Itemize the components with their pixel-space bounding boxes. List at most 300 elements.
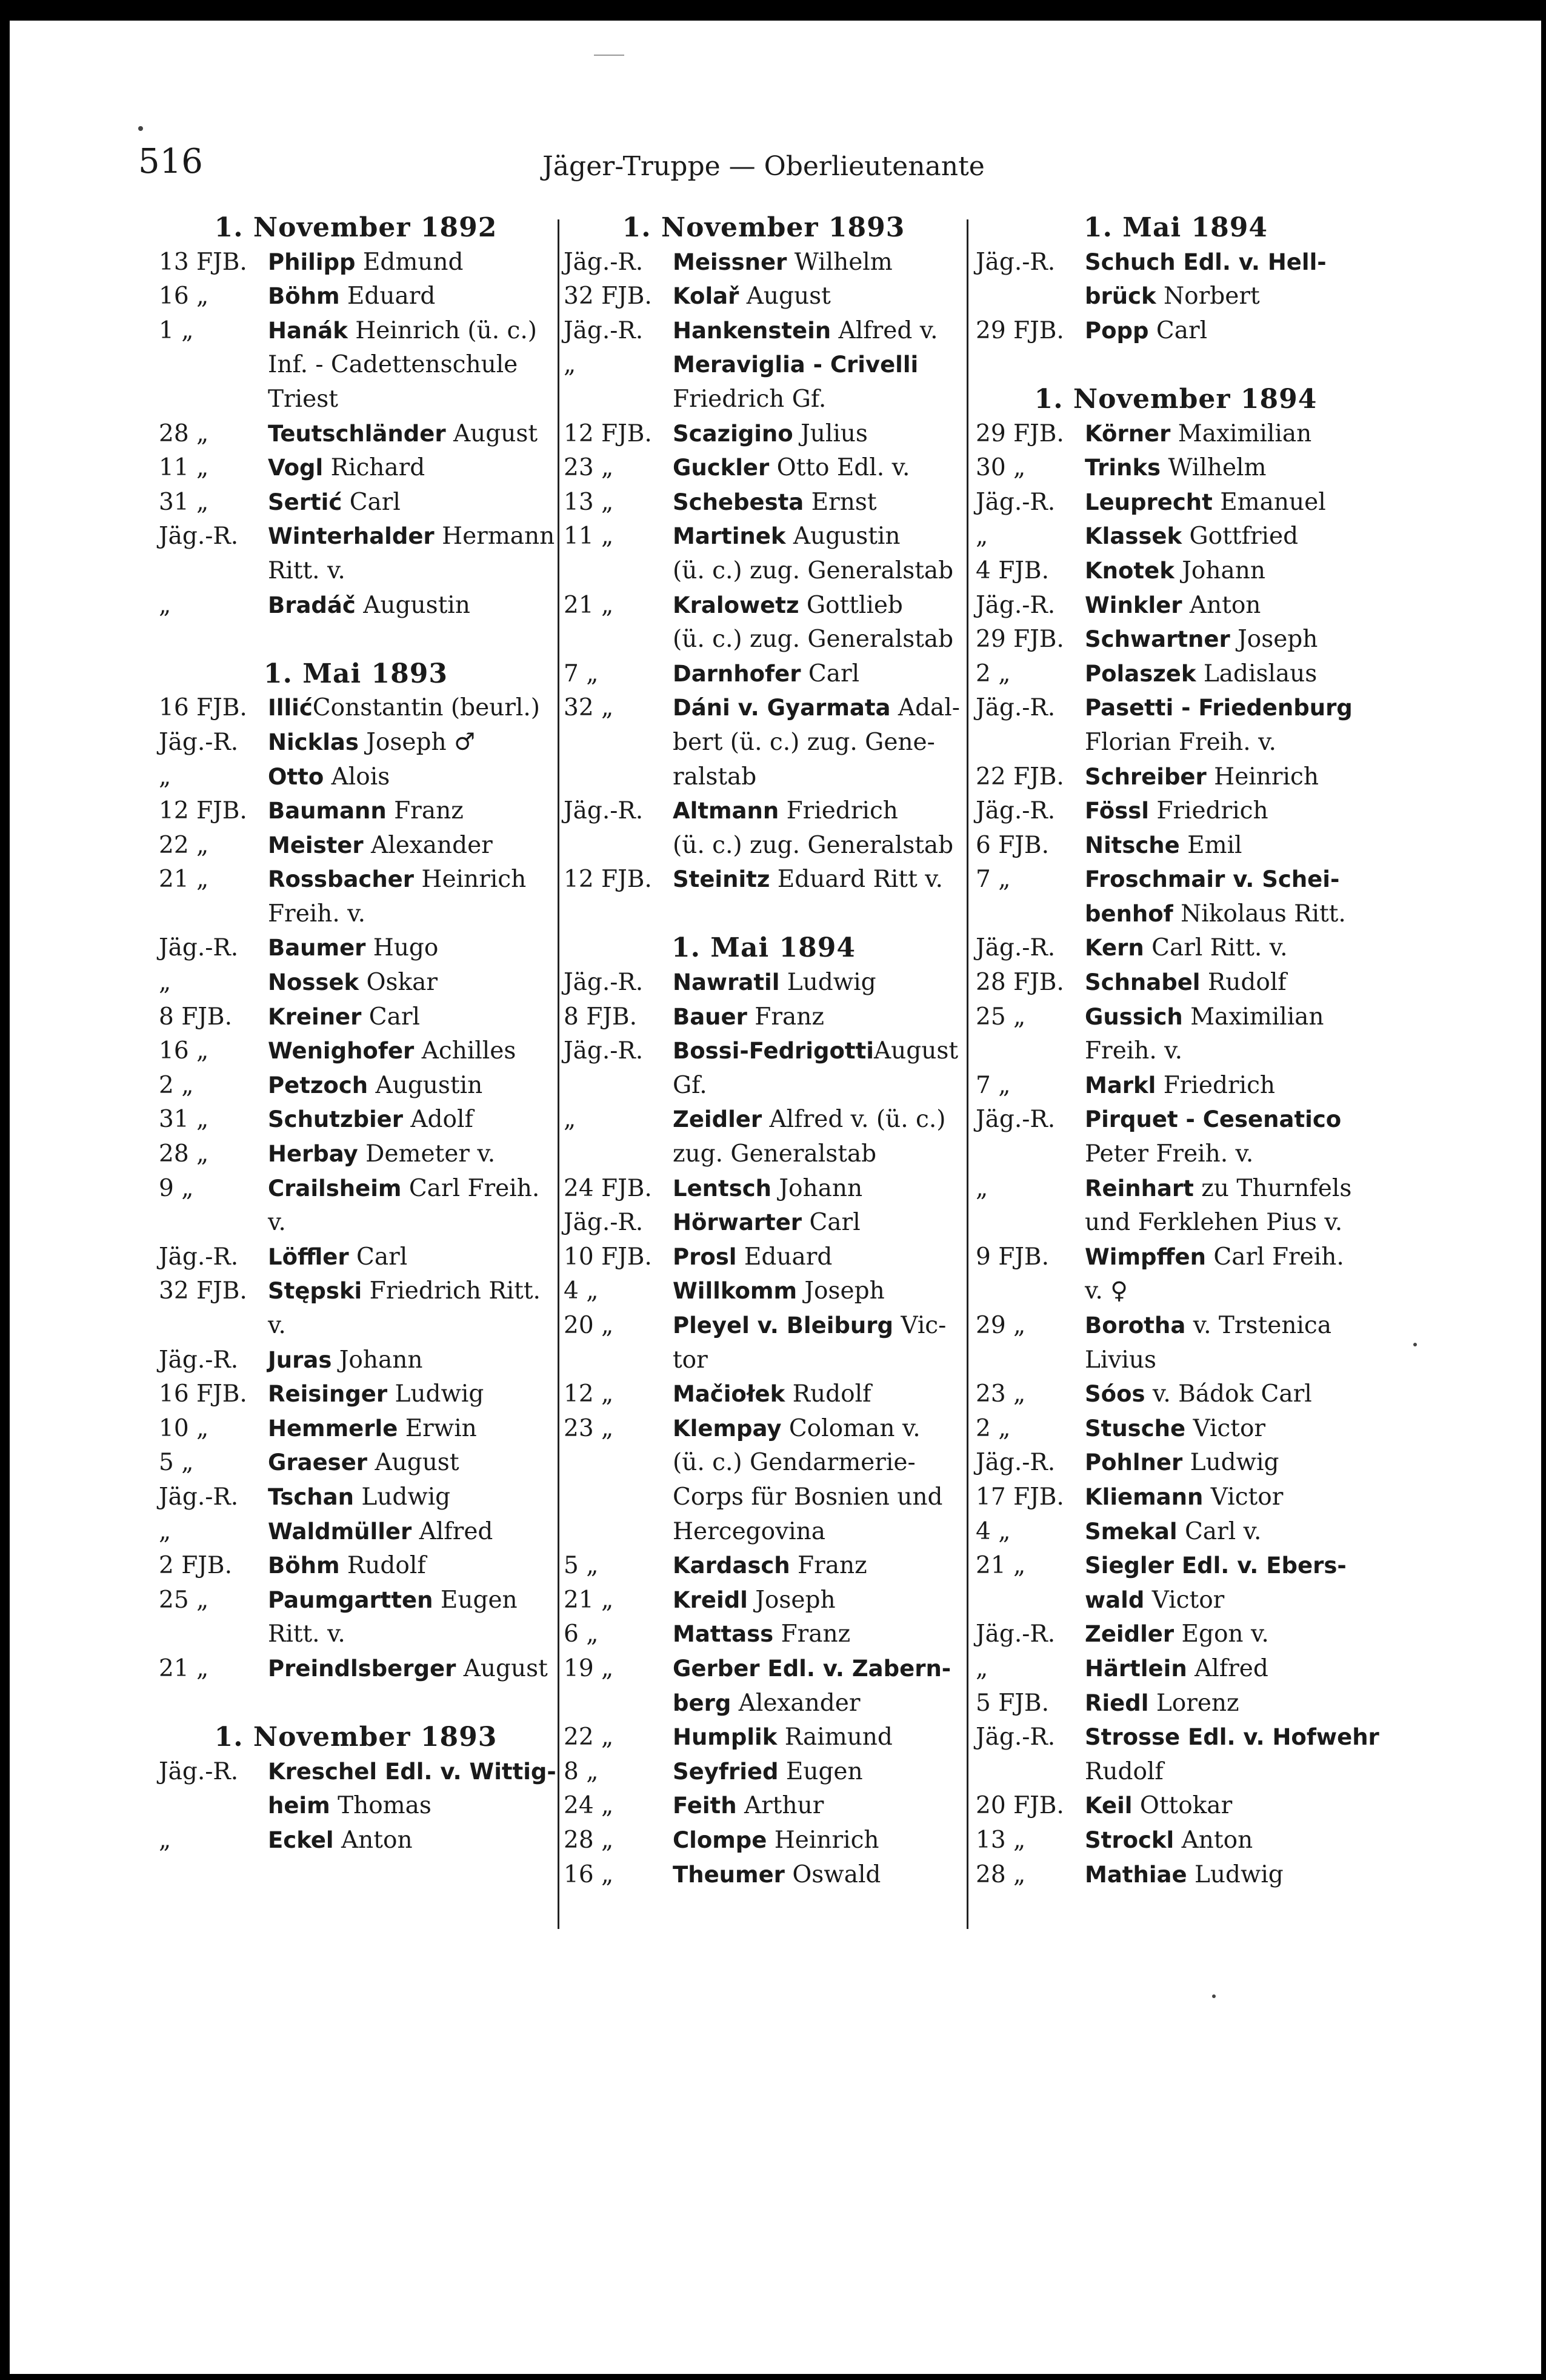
unit-label: 2 FJB. bbox=[159, 1552, 232, 1580]
column-divider bbox=[967, 219, 968, 1929]
section-heading: 1. Mai 1894 bbox=[1084, 212, 1268, 243]
unit-label: 2 „ bbox=[976, 1414, 1011, 1442]
surname: Kardasch bbox=[673, 1553, 790, 1579]
unit-label: 7 „ bbox=[976, 1071, 1011, 1099]
surname: Winterhalder bbox=[268, 523, 435, 550]
roster-entry bbox=[976, 1686, 1376, 1721]
surname: Härtlein bbox=[1085, 1655, 1187, 1682]
unit-label bbox=[564, 623, 673, 657]
unit-label: 11 „ bbox=[159, 454, 209, 482]
unit-label: 8 „ bbox=[564, 1757, 599, 1785]
unit-label: „ bbox=[159, 969, 172, 997]
entry-name bbox=[673, 1789, 964, 1823]
unit-label: 21 „ bbox=[564, 591, 614, 619]
given-name: Adal- bbox=[890, 694, 960, 722]
entry-name bbox=[1085, 691, 1376, 726]
surname: Stusche bbox=[1085, 1415, 1186, 1442]
unit-label: 23 „ bbox=[564, 454, 614, 482]
surname: Philipp bbox=[268, 249, 356, 275]
given-name: Thomas bbox=[330, 1792, 431, 1820]
unit-label: Jäg.-R. bbox=[976, 797, 1056, 825]
entry-name bbox=[1085, 1206, 1376, 1240]
roster-entry bbox=[976, 1206, 1376, 1240]
given-name: Vic- bbox=[893, 1312, 947, 1339]
scan-speck bbox=[1413, 1343, 1417, 1346]
roster-entry bbox=[159, 1206, 553, 1240]
entry-name bbox=[268, 1652, 553, 1686]
roster-entry bbox=[159, 863, 553, 897]
unit-label: Jäg.-R. bbox=[564, 969, 644, 997]
unit-label bbox=[976, 1343, 1085, 1378]
entry-name bbox=[673, 589, 964, 623]
unit-label: 20 FJB. bbox=[976, 1792, 1064, 1820]
surname: Nitsche bbox=[1085, 832, 1180, 858]
surname: Martinek bbox=[673, 523, 786, 550]
roster-entry bbox=[564, 1858, 964, 1893]
surname: Stępski bbox=[268, 1278, 362, 1305]
unit-label: 21 „ bbox=[976, 1552, 1026, 1580]
roster-entry bbox=[976, 1617, 1376, 1652]
roster-entry bbox=[976, 931, 1376, 966]
surname: Markl bbox=[1085, 1072, 1156, 1098]
given-name: Carl Freih. bbox=[401, 1174, 540, 1202]
roster-entry bbox=[159, 1755, 556, 1790]
given-name: Maximilian bbox=[1170, 420, 1312, 447]
surname: Herbay bbox=[268, 1141, 358, 1168]
entry-name bbox=[268, 383, 553, 417]
roster-entry bbox=[159, 1446, 553, 1480]
roster-entry bbox=[564, 1823, 964, 1858]
surname: Reinhart bbox=[1085, 1175, 1194, 1202]
entry-name bbox=[1085, 1069, 1376, 1103]
roster-entry bbox=[564, 486, 964, 520]
entry-name bbox=[268, 1000, 553, 1035]
surname: Clompe bbox=[673, 1827, 767, 1853]
roster-entry bbox=[564, 794, 964, 829]
given-name: Raimund bbox=[777, 1723, 893, 1751]
entry-name bbox=[673, 1069, 964, 1103]
surname: Löffler bbox=[268, 1243, 349, 1270]
surname: Pleyel v. Bleiburg bbox=[673, 1312, 893, 1339]
surname: Preindlsberger bbox=[268, 1655, 456, 1682]
unit-label: 30 „ bbox=[976, 454, 1026, 482]
given-name: Franz bbox=[386, 797, 464, 825]
unit-label: 32 FJB. bbox=[564, 282, 652, 310]
unit-label: 9 FJB. bbox=[976, 1243, 1049, 1271]
roster-entry bbox=[976, 863, 1376, 897]
unit-label: 7 „ bbox=[976, 866, 1011, 894]
unit-label: 29 FJB. bbox=[976, 420, 1064, 447]
unit-label: 13 „ bbox=[976, 1826, 1026, 1854]
roster-entry bbox=[159, 1583, 553, 1618]
roster-entry bbox=[976, 314, 1376, 349]
roster-entry bbox=[564, 417, 964, 452]
roster-entry bbox=[976, 726, 1376, 760]
surname: brück bbox=[1085, 283, 1156, 310]
unit-label bbox=[159, 1617, 268, 1652]
entry-name bbox=[1085, 1000, 1376, 1035]
entry-name bbox=[1085, 794, 1376, 829]
unit-label bbox=[976, 897, 1085, 932]
unit-label: Jäg.-R. bbox=[564, 1037, 644, 1065]
roster-entry bbox=[564, 691, 964, 726]
surname: Theumer bbox=[673, 1861, 785, 1888]
given-name: Carl bbox=[348, 1243, 408, 1271]
unit-label: 25 „ bbox=[976, 1003, 1026, 1031]
roster-entry bbox=[976, 520, 1376, 554]
roster-entry bbox=[564, 623, 964, 657]
roster-entry bbox=[564, 1069, 964, 1103]
roster-entry bbox=[159, 1309, 553, 1343]
entry-name bbox=[1085, 1858, 1376, 1893]
roster-entry bbox=[564, 1377, 964, 1412]
roster-entry bbox=[159, 1515, 553, 1549]
roster-entry bbox=[976, 486, 1376, 520]
surname: Pohlner bbox=[1085, 1449, 1183, 1476]
surname: Steinitz bbox=[673, 866, 770, 893]
unit-label: 5 FJB. bbox=[976, 1689, 1049, 1717]
surname: Böhm bbox=[268, 1553, 340, 1579]
surname: Kreiner bbox=[268, 1003, 362, 1030]
surname: Dáni v. Gyarmata bbox=[673, 695, 891, 721]
unit-label: 1 „ bbox=[159, 316, 194, 344]
given-name: Edmund bbox=[355, 248, 464, 276]
unit-label: Jäg.-R. bbox=[976, 248, 1056, 276]
entry-name bbox=[673, 657, 964, 692]
surname: Froschmair v. Schei- bbox=[1085, 866, 1340, 893]
entry-name bbox=[1085, 486, 1376, 520]
surname: Trinks bbox=[1085, 455, 1161, 481]
entry-name bbox=[1085, 966, 1376, 1000]
roster-entry bbox=[976, 1583, 1376, 1618]
unit-label: 24 FJB. bbox=[564, 1174, 652, 1202]
roster-entry bbox=[159, 520, 553, 554]
entry-name bbox=[268, 1172, 553, 1206]
given-name: Alois bbox=[324, 763, 390, 791]
entry-name bbox=[1085, 1240, 1376, 1275]
surname: Teutschländer bbox=[268, 420, 446, 447]
surname: Otto bbox=[268, 763, 324, 790]
entry-name bbox=[1085, 657, 1376, 692]
roster-entry bbox=[976, 246, 1376, 280]
roster-entry bbox=[564, 1515, 964, 1549]
given-name: Maximilian bbox=[1182, 1003, 1324, 1031]
unit-label: 22 „ bbox=[159, 831, 209, 859]
given-name: Johann bbox=[771, 1174, 863, 1202]
entry-name bbox=[1085, 417, 1376, 452]
given-name: Friedrich bbox=[1148, 797, 1268, 825]
unit-label: 21 „ bbox=[159, 866, 209, 894]
unit-label: Jäg.-R. bbox=[159, 523, 239, 550]
entry-name bbox=[673, 554, 964, 589]
entry-name bbox=[1085, 897, 1376, 932]
given-name: Carl Ritt. v. bbox=[1144, 934, 1288, 962]
given-name: Franz bbox=[773, 1620, 851, 1648]
scan-mark bbox=[594, 55, 624, 56]
unit-label: 24 „ bbox=[564, 1792, 614, 1820]
entry-name bbox=[673, 760, 964, 795]
entry-name bbox=[1085, 1446, 1376, 1480]
given-name: Achilles bbox=[414, 1037, 516, 1065]
entry-name bbox=[673, 1412, 964, 1446]
entry-name bbox=[673, 691, 964, 726]
surname: Prosl bbox=[673, 1243, 737, 1270]
entry-name bbox=[268, 1103, 553, 1137]
entry-name bbox=[1085, 1103, 1376, 1137]
given-name: Anton bbox=[333, 1826, 413, 1854]
surname: Schnabel bbox=[1085, 969, 1201, 996]
surname: Pirquet - Cesenatico bbox=[1085, 1106, 1342, 1133]
given-name: Franz bbox=[790, 1552, 867, 1580]
given-name: Florian Freih. v. bbox=[1085, 728, 1276, 756]
surname: Crailsheim bbox=[268, 1175, 402, 1202]
surname: Pasetti - Friedenburg bbox=[1085, 695, 1353, 721]
surname: Popp bbox=[1085, 317, 1149, 344]
unit-label bbox=[564, 829, 673, 863]
unit-label: 19 „ bbox=[564, 1654, 614, 1682]
given-name: (ü. c.) Gendarmerie- bbox=[673, 1449, 916, 1477]
surname: heim bbox=[268, 1793, 330, 1819]
unit-label: Jäg.-R. bbox=[159, 728, 239, 756]
entry-name bbox=[1085, 1412, 1376, 1446]
entry-name bbox=[1085, 1343, 1376, 1378]
unit-label: 28 „ bbox=[564, 1826, 614, 1854]
given-name: v. Trstenica bbox=[1185, 1312, 1331, 1339]
surname: Bradáč bbox=[268, 592, 356, 618]
entry-name bbox=[673, 1000, 964, 1035]
entry-name bbox=[673, 1755, 964, 1790]
surname: Hanák bbox=[268, 317, 348, 344]
given-name: Alfred bbox=[411, 1517, 493, 1545]
roster-entry bbox=[159, 1617, 553, 1652]
entry-name bbox=[1085, 246, 1376, 280]
surname: Darnhofer bbox=[673, 660, 801, 687]
given-name: Carl v. bbox=[1177, 1517, 1262, 1545]
page-number: 516 bbox=[138, 142, 203, 181]
entry-name bbox=[268, 1583, 553, 1618]
given-name: Joseph bbox=[797, 1277, 885, 1305]
unit-label: Jäg.-R. bbox=[564, 797, 644, 825]
surname: berg bbox=[673, 1690, 731, 1716]
roster-entry bbox=[564, 246, 964, 280]
unit-label: 20 „ bbox=[564, 1312, 614, 1339]
entry-name bbox=[673, 1686, 964, 1721]
roster-entry bbox=[564, 1000, 964, 1035]
given-name: Hugo bbox=[365, 934, 439, 962]
column-right bbox=[976, 211, 1379, 1892]
entry-name bbox=[268, 1137, 553, 1172]
given-name: August bbox=[445, 420, 538, 447]
roster-entry bbox=[976, 279, 1376, 314]
entry-name bbox=[1085, 1172, 1376, 1206]
roster-entry bbox=[976, 623, 1376, 657]
unit-label bbox=[564, 1686, 673, 1721]
entry-name bbox=[268, 554, 553, 589]
section-heading: 1. Mai 1894 bbox=[671, 932, 856, 964]
surname: Sóos bbox=[1085, 1381, 1145, 1408]
roster-entry bbox=[159, 1789, 553, 1823]
entry-name bbox=[268, 1617, 553, 1652]
given-name: Oswald bbox=[784, 1860, 881, 1888]
given-name: Alfred v. (ü. c.) bbox=[762, 1106, 946, 1134]
given-name: Rudolf bbox=[339, 1552, 426, 1580]
roster-entry bbox=[976, 1858, 1376, 1893]
surname: Hankenstein bbox=[673, 317, 831, 344]
entry-name bbox=[673, 1858, 964, 1893]
roster-entry bbox=[159, 1069, 553, 1103]
given-name: (ü. c.) zug. Generalstab bbox=[673, 557, 954, 584]
roster-entry bbox=[159, 279, 553, 314]
given-name: tor bbox=[673, 1346, 708, 1374]
unit-label: 23 „ bbox=[976, 1380, 1026, 1408]
entry-name bbox=[268, 691, 553, 726]
entry-name bbox=[1085, 1034, 1376, 1069]
given-name: Eugen bbox=[433, 1586, 518, 1614]
given-name: August bbox=[873, 1037, 959, 1065]
unit-label: 6 „ bbox=[564, 1620, 599, 1648]
roster-entry bbox=[159, 966, 553, 1000]
unit-label: 10 „ bbox=[159, 1414, 209, 1442]
surname: Mačiołek bbox=[673, 1381, 785, 1408]
entry-name bbox=[673, 1034, 964, 1069]
roster-entry bbox=[159, 1240, 553, 1275]
given-name: Rudolf bbox=[1200, 969, 1287, 997]
given-name: (ü. c.) zug. Generalstab bbox=[673, 831, 954, 859]
roster-entry bbox=[976, 1034, 1376, 1069]
roster-entry bbox=[159, 486, 553, 520]
given-name: Heinrich bbox=[1206, 763, 1319, 791]
roster-entry bbox=[159, 829, 553, 863]
surname: Nawratil bbox=[673, 969, 780, 996]
entry-name bbox=[268, 1343, 553, 1378]
entry-name bbox=[673, 1206, 964, 1240]
unit-label: 21 „ bbox=[159, 1654, 209, 1682]
roster-entry bbox=[159, 1103, 553, 1137]
unit-label bbox=[976, 1583, 1085, 1618]
roster-entry bbox=[976, 1515, 1376, 1549]
given-name: Corps für Bosnien und bbox=[673, 1483, 943, 1511]
surname: wald bbox=[1085, 1586, 1145, 1613]
unit-label: „ bbox=[976, 1654, 988, 1682]
section-gap bbox=[564, 897, 964, 932]
unit-label: Jäg.-R. bbox=[564, 316, 644, 344]
given-name: Gottlieb bbox=[799, 591, 903, 619]
given-name: Joseph bbox=[1230, 626, 1318, 653]
roster-entry bbox=[976, 1720, 1379, 1755]
entry-name bbox=[673, 726, 964, 760]
surname: Körner bbox=[1085, 420, 1171, 447]
entry-name bbox=[268, 486, 553, 520]
surname: Graeser bbox=[268, 1449, 368, 1476]
given-name: Emil bbox=[1179, 831, 1242, 859]
entry-name bbox=[673, 1240, 964, 1275]
unit-label bbox=[159, 348, 268, 383]
surname: Sertić bbox=[268, 489, 342, 515]
roster-entry bbox=[159, 1412, 553, 1446]
unit-label: 11 „ bbox=[564, 523, 614, 550]
given-name: Gottfried bbox=[1182, 523, 1299, 550]
unit-label: 16 „ bbox=[159, 282, 209, 310]
surname: Strockl bbox=[1085, 1827, 1174, 1853]
entry-name bbox=[1085, 1720, 1379, 1755]
entry-name bbox=[268, 1515, 553, 1549]
surname: Paumgartten bbox=[268, 1586, 433, 1613]
surname: Böhm bbox=[268, 283, 340, 310]
roster-entry bbox=[159, 1034, 553, 1069]
unit-label: 7 „ bbox=[564, 660, 599, 687]
unit-label bbox=[159, 897, 268, 932]
surname: Siegler Edl. v. Ebers- bbox=[1085, 1553, 1347, 1579]
entry-name bbox=[268, 1206, 553, 1240]
entry-name bbox=[1085, 829, 1376, 863]
entry-name bbox=[268, 520, 555, 554]
unit-label: 12 „ bbox=[564, 1380, 614, 1408]
roster-entry bbox=[976, 1137, 1376, 1172]
entry-name bbox=[1085, 589, 1376, 623]
surname: Smekal bbox=[1085, 1518, 1178, 1545]
roster-entry bbox=[976, 1652, 1376, 1686]
unit-label: Jäg.-R. bbox=[159, 1346, 239, 1374]
surname: Mattass bbox=[673, 1621, 774, 1648]
surname: Humplik bbox=[673, 1724, 778, 1751]
roster-entry bbox=[976, 1789, 1376, 1823]
surname: Hörwarter bbox=[673, 1209, 802, 1236]
roster-entry bbox=[564, 1172, 964, 1206]
roster-entry bbox=[564, 1480, 964, 1515]
given-name: Friedrich bbox=[1156, 1071, 1276, 1099]
unit-label: 32 „ bbox=[564, 694, 614, 722]
unit-label: Jäg.-R. bbox=[564, 248, 644, 276]
surname: Hemmerle bbox=[268, 1415, 398, 1442]
entry-name bbox=[268, 1755, 556, 1790]
unit-label bbox=[564, 1515, 673, 1549]
unit-label: 9 „ bbox=[159, 1174, 194, 1202]
unit-label: 4 FJB. bbox=[976, 557, 1049, 584]
given-name: Inf. - Cadettenschule bbox=[268, 351, 518, 379]
roster-entry bbox=[159, 1172, 553, 1206]
unit-label bbox=[564, 1137, 673, 1172]
given-name: Ludwig bbox=[779, 969, 876, 997]
roster-entry bbox=[564, 1240, 964, 1275]
roster-entry bbox=[564, 1034, 964, 1069]
roster-entry bbox=[564, 1549, 964, 1583]
surname: Schwartner bbox=[1085, 626, 1230, 653]
roster-entry bbox=[159, 1480, 553, 1515]
roster-entry bbox=[564, 760, 964, 795]
unit-label: 22 „ bbox=[564, 1723, 614, 1751]
given-name: Ottokar bbox=[1132, 1792, 1233, 1820]
column-divider bbox=[558, 219, 559, 1929]
unit-label: 23 „ bbox=[564, 1414, 614, 1442]
surname: Meister bbox=[268, 832, 364, 858]
unit-label bbox=[564, 1343, 673, 1378]
given-name: Freih. v. bbox=[1085, 1037, 1182, 1065]
surname: Tschan bbox=[268, 1483, 354, 1510]
given-name: Rudolf bbox=[785, 1380, 871, 1408]
given-name: Nikolaus Ritt. bbox=[1173, 900, 1346, 928]
unit-label bbox=[976, 1206, 1085, 1240]
unit-label: 16 „ bbox=[159, 1037, 209, 1065]
surname: Juras bbox=[268, 1346, 332, 1373]
entry-name bbox=[1085, 1480, 1376, 1515]
given-name: Anton bbox=[1174, 1826, 1253, 1854]
roster-entry bbox=[159, 451, 553, 486]
entry-name bbox=[673, 314, 964, 349]
given-name: Constantin (beurl.) bbox=[312, 694, 541, 722]
entry-name bbox=[1085, 314, 1376, 349]
entry-name bbox=[268, 1823, 553, 1858]
column-middle bbox=[564, 211, 964, 1892]
